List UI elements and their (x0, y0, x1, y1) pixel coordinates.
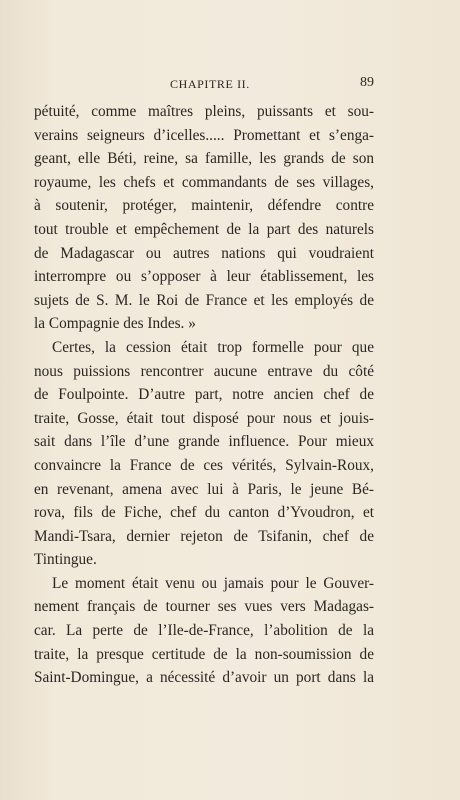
text-line: à soutenir, protéger, maintenir, défendre contre (34, 197, 374, 215)
text-line: de Foulpointe. D’autre part, notre ancien chef de (34, 386, 374, 404)
running-header (34, 77, 374, 97)
text-line: nement français de tourner ses vues vers Madagas- (34, 598, 374, 616)
text-line: pétuité, comme maîtres pleins, puissants et sou- (34, 103, 374, 120)
text-line: tout trouble et empêchement de la part des naturels (34, 220, 374, 238)
text-line: interrompre ou s’opposer à leur établissement, les (34, 268, 374, 286)
text-line: Le moment était venu ou jamais pour le Gouver- (52, 574, 374, 592)
text-line: Certes, la cession était trop formelle pour que (52, 338, 374, 356)
text-line: geant, elle Béti, reine, sa famille, les grands de son (34, 150, 374, 168)
body-text (34, 100, 374, 690)
text-line: Tintingue. (34, 551, 97, 569)
chapter-title: CHAPITRE II. (170, 77, 250, 91)
text-line: royaume, les chefs et commandants de ses villages, (34, 173, 374, 191)
text-line: la Compagnie des Indes. » (34, 315, 196, 333)
text-line: nous puissions rencontrer aucune entrave du côté (34, 362, 374, 380)
text-line: Saint-Domingue, a nécessité d’avoir un port dans la (34, 669, 374, 687)
page-number: 89 (360, 75, 374, 90)
text-line: Mandi-Tsara, dernier rejeton de Tsifanin, chef de (34, 527, 374, 545)
text-line: car. La perte de l’Ile-de-France, l’abolition de la (34, 622, 374, 640)
text-line: rova, fils de Fiche, chef du canton d’Yvoudron, et (34, 504, 374, 522)
text-line: traite, Gosse, était tout disposé pour nous et jouis- (34, 409, 374, 427)
text-line: verains seigneurs d’icelles..... Promettant et s’enga- (34, 126, 374, 144)
text-line: en revenant, amena avec lui à Paris, le jeune Bé- (34, 480, 374, 498)
text-line: de Madagascar ou autres nations qui voudraient (34, 244, 374, 262)
text-line: traite, la presque certitude de la non-soumission de (34, 645, 374, 663)
text-line: sait dans l’île d’une grande influence. Pour mieux (34, 433, 374, 451)
text-line: sujets de S. M. le Roi de France et les employés de (34, 291, 374, 309)
text-line: convaincre la France de ces vérités, Sylvain-Roux, (34, 456, 374, 474)
